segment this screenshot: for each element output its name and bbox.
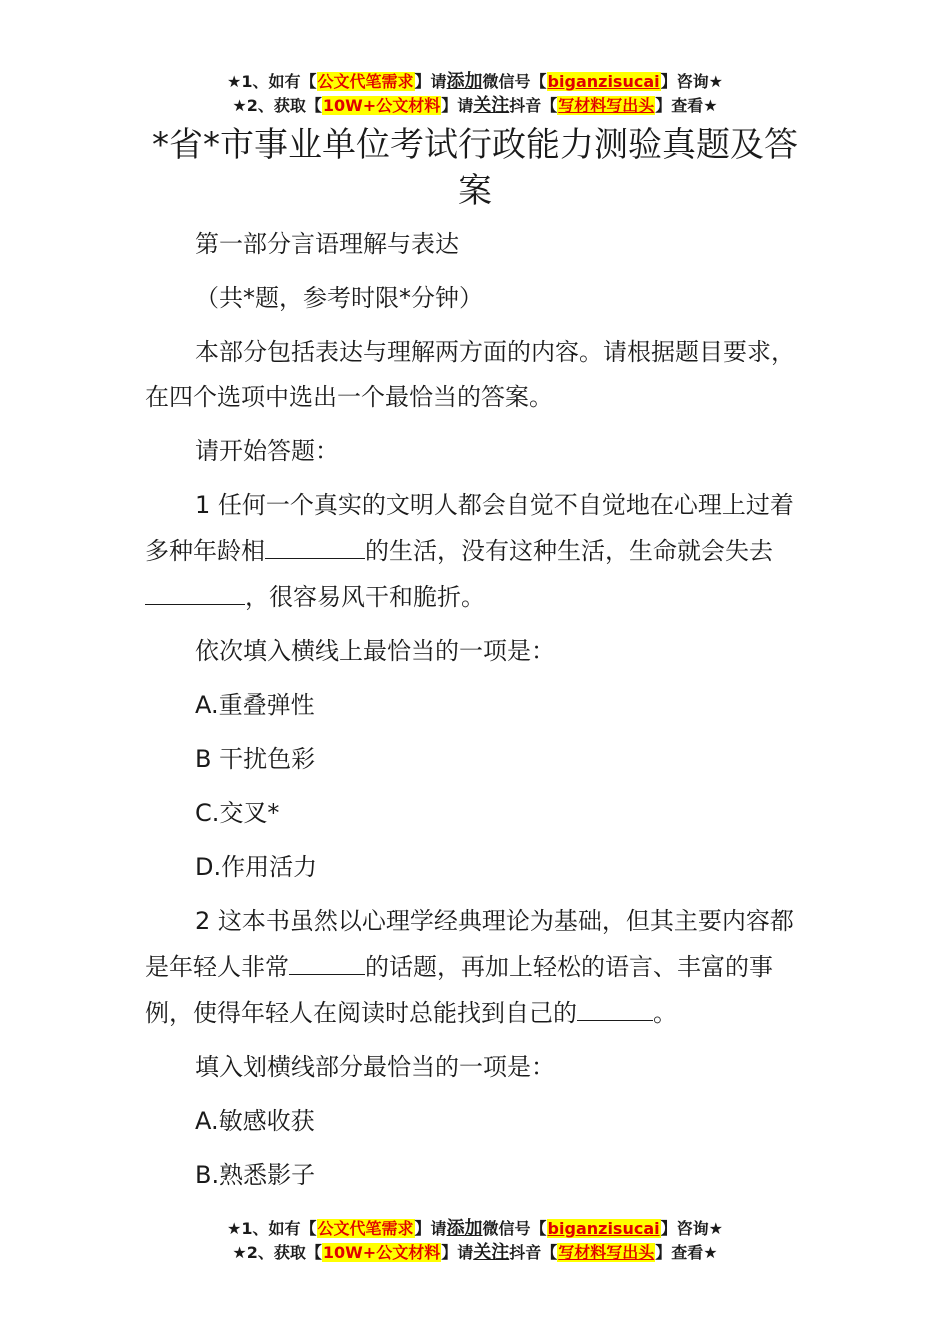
answer-blank <box>145 574 245 605</box>
banner-line-2: ★2、获取【10W+公文材料】请关注抖音【写材料写出头】查看★ <box>232 1242 718 1263</box>
question-1-option-b: B 干扰色彩 <box>195 745 316 773</box>
banner-line-2: ★2、获取【10W+公文材料】请关注抖音【写材料写出头】查看★ <box>232 95 718 116</box>
header-banner <box>0 70 950 118</box>
banner-highlight-service: 公文代笔需求 <box>317 1219 414 1238</box>
banner-line-1: ★1、如有【公文代笔需求】请添加微信号【biganzisucai】咨询★ <box>227 1218 723 1239</box>
banner-wechat-id: biganzisucai <box>547 72 660 91</box>
banner-highlight-materials: 10W+公文材料 <box>322 96 441 115</box>
banner-wechat-id: biganzisucai <box>547 1219 660 1238</box>
question-2: 2 这本书虽然以心理学经典理论为基础，但其主要内容都是年轻人非常 的话题，再加上轻松的语言、丰富的事例，使得年轻人在阅读时总能找到自己的 。 <box>145 907 794 1027</box>
banner-douyin-id: 写材料写出头 <box>558 96 655 115</box>
answer-blank <box>577 990 653 1021</box>
question-1-option-d: D.作用活力 <box>195 853 318 881</box>
banner-emphasis-add: 添加 <box>446 1218 483 1239</box>
banner-line-1: ★1、如有【公文代笔需求】请添加微信号【biganzisucai】咨询★ <box>227 71 723 92</box>
footer-banner <box>0 1217 950 1265</box>
answer-blank <box>289 944 365 975</box>
question-1-option-a: A.重叠弹性 <box>195 691 315 719</box>
banner-douyin-id: 写材料写出头 <box>558 1243 655 1262</box>
document-body <box>145 222 805 1207</box>
section-heading: 第一部分言语理解与表达 <box>195 230 459 258</box>
question-1-prompt: 依次填入横线上最恰当的一项是： <box>195 637 555 665</box>
answer-blank <box>265 528 365 559</box>
question-1-option-c: C.交叉* <box>195 799 280 827</box>
document-title: *省*市事业单位考试行政能力测验真题及答案 <box>152 125 798 211</box>
question-1: 1 任何一个真实的文明人都会自觉不自觉地在心理上过着多种年龄相 的生活，没有这种生活，生命就会失去，很容易风干和脆折。 <box>145 491 794 611</box>
instructions: 本部分包括表达与理解两方面的内容。请根据题目要求，在四个选项中选出一个最恰当的答案。 <box>145 338 795 411</box>
banner-emphasis-follow: 关注 <box>473 1242 510 1263</box>
banner-highlight-materials: 10W+公文材料 <box>322 1243 441 1262</box>
banner-emphasis-follow: 关注 <box>473 95 510 116</box>
start-prompt: 请开始答题： <box>195 437 339 465</box>
banner-highlight-service: 公文代笔需求 <box>317 72 414 91</box>
banner-emphasis-add: 添加 <box>446 71 483 92</box>
question-2-prompt: 填入划横线部分最恰当的一项是： <box>195 1053 555 1081</box>
section-note: （共*题，参考时限*分钟） <box>195 284 483 312</box>
question-2-option-a: A.敏感收获 <box>195 1107 315 1135</box>
question-2-option-b: B.熟悉影子 <box>195 1161 316 1189</box>
